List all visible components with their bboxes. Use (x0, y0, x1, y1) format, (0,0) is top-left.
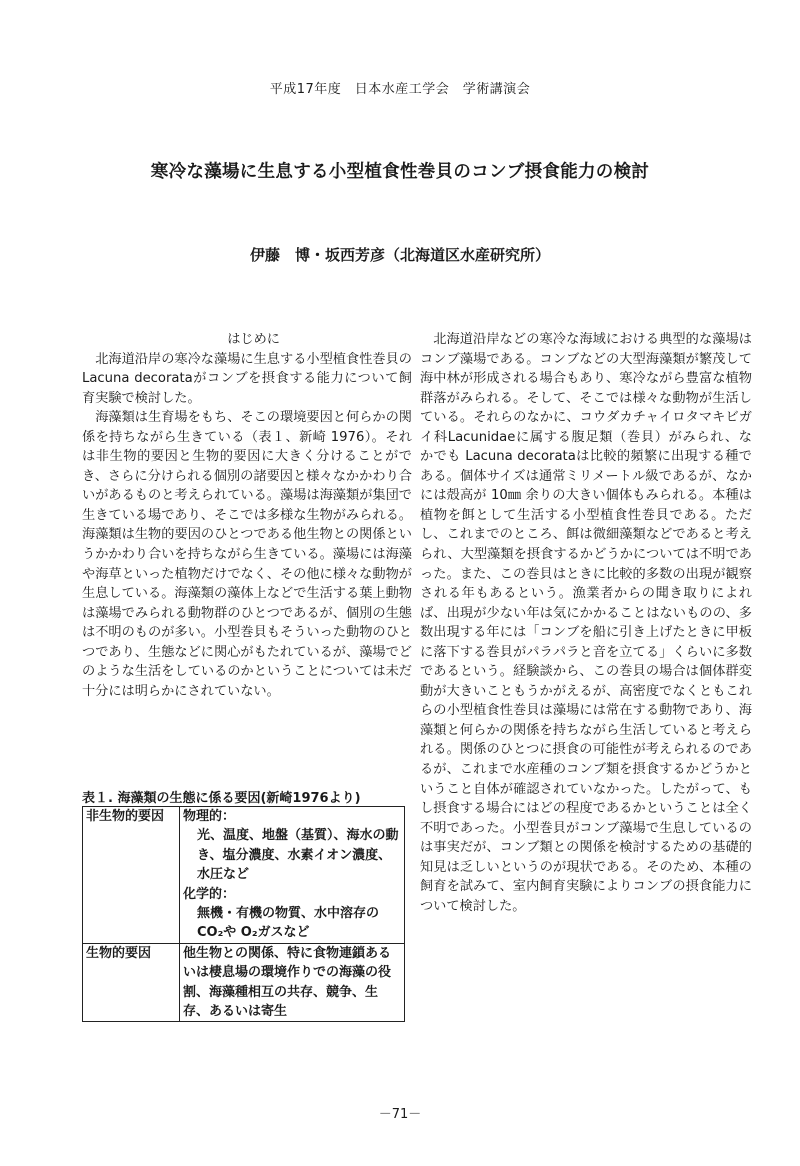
table-caption: 表１. 海藻類の生態に係る要因(新崎1976より) (82, 791, 361, 806)
page-number: －71－ (378, 1107, 422, 1122)
intro-paragraph-1: 北海道沿岸の寒冷な藻場に生息する小型植食性巻貝の Lacuna decorataがコンブを摂食する能力について飼育実験で検討した。 (82, 351, 412, 406)
section-heading-intro: はじめに (227, 332, 280, 347)
ecology-factors-table (82, 806, 405, 1022)
chemical-factors: 無機・有機の物質、水中溶存の CO₂や O₂ガスなど (197, 906, 380, 941)
table-cell-description: 他生物との関係、特に食物連鎖あるいは棲息場の環境作りでの海藻の役割、海藻種相互の共存、競争、生存、あるいは寄生 (180, 943, 405, 1022)
table-row-biotic (83, 943, 405, 1022)
chemical-label: 化学的： (183, 886, 236, 902)
table-cell-description (180, 807, 405, 944)
conference-header: 平成17年度 日本水産工学会 学術講演会 (269, 82, 531, 97)
physical-label: 物理的： (183, 809, 236, 824)
left-column (82, 330, 412, 701)
paper-title: 寒冷な藻場に生息する小型植食性巻貝のコンブ摂食能力の検討 (150, 162, 650, 182)
authors: 伊藤 博・坂西芳彦（北海道区水産研究所） (249, 246, 550, 264)
table-cell-category: 生物的要因 (83, 943, 180, 1022)
table-cell-category: 非生物的要因 (83, 807, 180, 944)
body-paragraph-right: 北海道沿岸などの寒冷な海域における典型的な藻場はコンブ藻場である。コンブなどの大型海藻類が繁茂して海中林が形成される場合もあり、寒冷ながら豊富な植物群落がみられる。そして、そこでは様々な動物が生活している。それらのなかに、コウダカチャイロタマキビガイ科Lacunidaeに属する腹足類（巻貝）がみられ、なかでも Lacuna decorataは比較的頻繁に出現する種である。個体サイズは通常ミリメートル級であるが、なかには殻高が 10㎜ 余りの大きい個体もみられる。本種は植物を餌として生活する小型植食性巻貝である。ただし、これまでのところ、餌は微細藻類などであると考えられ、大型藻類を摂食するかどうかについては不明であった。また、この巻貝はときに比較的多数の出現が観察される年もあるという。漁業者からの聞き取りによれば、出現が少ない年は気にかかることはないものの、多数出現する年には「コンブを船に引き上げたときに甲板に落下する巻貝がパラパラと音を立てる」くらいに多数であるという。経験談から、この巻貝の場合は個体群変動が大きいこともうかがえるが、高密度でなくともこれらの小型植食性巻貝は藻場には常在する動物であり、海藻類と何らかの関係を持ちながら生活していると考えられる。関係のひとつに摂食の可能性が考えられるのであるが、これまで水産種のコンブ類を摂食するかどうかということ自体が確認されていなかった。したがって、もし摂食する場合にはどの程度であるかということは全く不明であった。小型巻貝がコンブ藻場で生息しているのは事実だが、コンブ類との関係を検討するための基礎的知見は乏しいというのが現状である。そのため、本種の飼育を試みて、室内飼育実験によりコンブの摂食能力について検討した。 (420, 332, 752, 914)
physical-factors: 光、温度、地盤（基質）、海水の動き、塩分濃度、水素イオン濃度、水圧など (197, 828, 399, 883)
right-column (420, 330, 752, 916)
intro-paragraph-2: 海藻類は生育場をもち、そこの環境要因と何らかの関係を持ちながら生きている（表１、新崎 1976）。それは非生物的要因と生物的要因に大きく分けることができ、さらに分けられる個別の諸要因と様々なかかわり合いがあるものと考えられている。藻場は海藻類が集団で生きている場であり、そこでは多様な生物がみられる。海藻類は生物的要因のひとつである他生物との関係というかかわり合いを持ちながら生きている。藻場には海藻や海草といった植物だけでなく、その他に様々な動物が生息している。海藻類の藻体上などで生活する葉上動物は藻場でみられる動物群のひとつであるが、個別の生態は不明のものが多い。小型巻貝もそういった動物のひとつであり、生態などに関心がもたれているが、藻場でどのような生活をしているのかということについては未だ十分には明らかにされていない。 (82, 410, 412, 699)
table-row-abiotic (83, 807, 405, 944)
